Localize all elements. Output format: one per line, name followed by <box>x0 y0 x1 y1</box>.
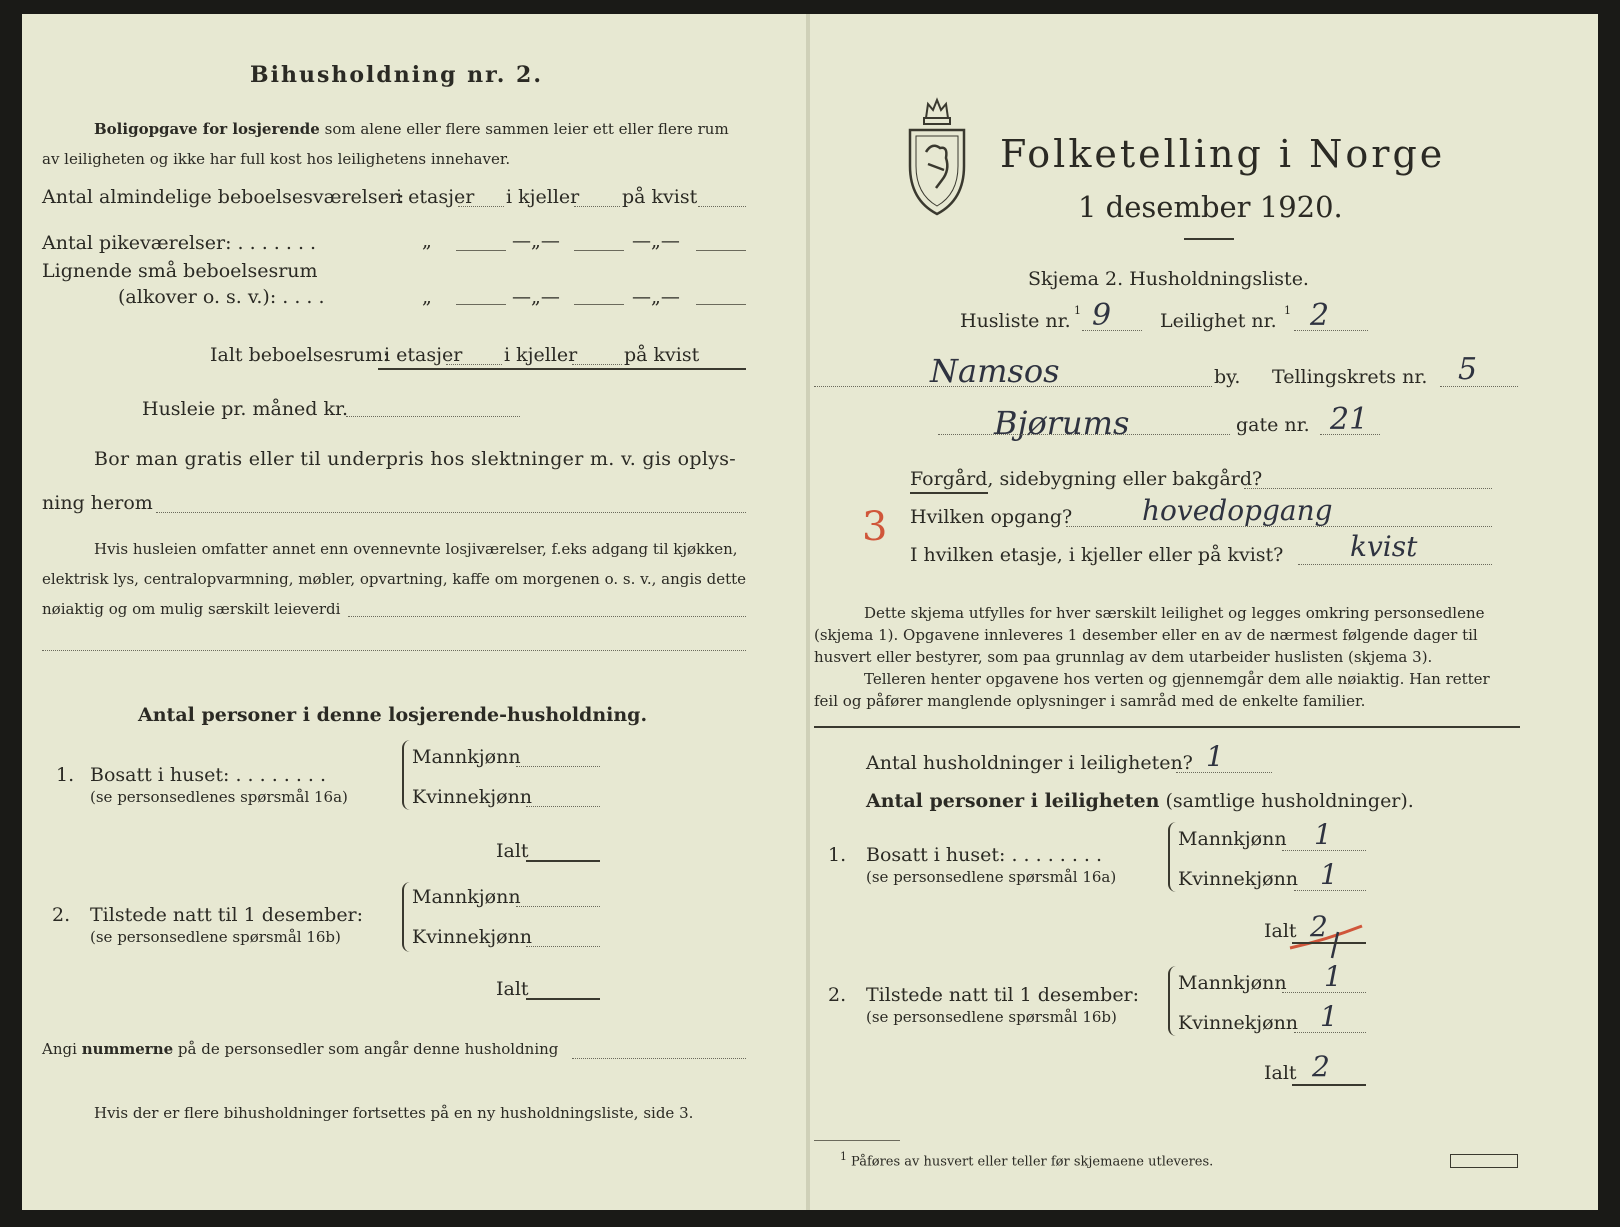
maid-kvist-field[interactable] <box>696 250 746 251</box>
r-q1-brace <box>1168 822 1176 892</box>
r-q1-ialt-value: 2 <box>1310 910 1328 943</box>
r-q1-label: Bosatt i huset: . . . . . . . . <box>866 844 1103 866</box>
q2-sub: (se personsedlene spørsmål 16b) <box>90 928 341 946</box>
rooms-etasjer: i etasjer <box>396 186 475 208</box>
small-dash2: —„— <box>632 286 680 308</box>
husholdninger-field[interactable] <box>1176 772 1272 773</box>
etasje-field[interactable] <box>1298 564 1492 565</box>
info-line1: Dette skjema utfylles for hver særskilt leilighet og legges omkring personsedlene <box>864 604 1485 622</box>
q1-kvinne-field[interactable] <box>526 806 600 807</box>
husliste-field[interactable] <box>1082 330 1142 331</box>
small-rooms-label2: (alkover o. s. v.): . . . . <box>118 286 325 308</box>
q1-ialt-label: Ialt <box>496 840 529 862</box>
small-dash1: —„— <box>512 286 560 308</box>
extra-field[interactable] <box>348 616 746 617</box>
by-label: by. <box>1214 366 1241 388</box>
extra-field-2[interactable] <box>42 650 746 651</box>
total-etasjer-field[interactable] <box>446 364 502 365</box>
total-etasjer: i etasjer <box>384 344 463 366</box>
r-q2-number: 2. <box>828 984 847 1006</box>
leilighet-label: Leilighet nr. <box>1160 310 1277 332</box>
r-q1-number: 1. <box>828 844 847 866</box>
left-footer: Hvis der er flere bihusholdninger fortsettes på en ny husholdningsliste, side 3. <box>94 1104 694 1122</box>
leilighet-footnote-mark: 1 <box>1284 304 1291 317</box>
r-q2-kvinne-label: Kvinnekjønn <box>1178 1012 1299 1034</box>
r-q1-kvinne-value: 1 <box>1320 858 1338 891</box>
rooms-kvist-field[interactable] <box>698 206 746 207</box>
persons-heading: Antal personer i leiligheten (samtlige husholdninger). <box>866 790 1414 812</box>
r-q1-ialt-label: Ialt <box>1264 920 1297 942</box>
gate-label: gate nr. <box>1236 414 1310 436</box>
krets-value: 5 <box>1458 352 1478 387</box>
r-q2-sub: (se personsedlene spørsmål 16b) <box>866 1008 1117 1026</box>
extra-line1: Hvis husleien omfatter annet enn ovennevnte losjiværelser, f.eks adgang til kjøkken, <box>94 540 738 558</box>
q1-label: Bosatt i huset: . . . . . . . . <box>90 764 327 786</box>
r-q2-mann-value: 1 <box>1324 960 1342 993</box>
persons-title: Antal personer i denne losjerende-husholdning. <box>138 704 648 726</box>
r-q2-brace <box>1168 966 1176 1036</box>
r-q2-mann-label: Mannkjønn <box>1178 972 1287 994</box>
small-comma: „ <box>422 286 432 308</box>
etasje-label: I hvilken etasje, i kjeller eller på kvist? <box>910 544 1284 566</box>
coat-of-arms-icon <box>906 96 968 218</box>
rooms-label: Antal almindelige beboelsesværelser: <box>42 186 405 208</box>
q2-mann-field[interactable] <box>516 906 600 907</box>
opgang-label: Hvilken opgang? <box>910 506 1073 528</box>
r-q2-kvinne-field[interactable] <box>1294 1032 1366 1033</box>
maid-etasjer-field[interactable] <box>456 250 506 251</box>
leilighet-value: 2 <box>1310 298 1330 333</box>
q2-kvinne-label: Kvinnekjønn <box>412 926 533 948</box>
r-q2-ialt-field[interactable] <box>1292 1084 1366 1086</box>
maid-dash1: —„— <box>512 230 560 252</box>
printer-stamp-icon <box>1450 1154 1518 1168</box>
section-rule <box>814 726 1520 728</box>
r-q2-ialt-value: 2 <box>1312 1050 1330 1083</box>
gratis-line2: ning herom <box>42 492 153 514</box>
maid-dash2: —„— <box>632 230 680 252</box>
q2-kvinne-field[interactable] <box>526 946 600 947</box>
gate-value: 21 <box>1330 402 1369 437</box>
q1-mann-label: Mannkjønn <box>412 746 521 768</box>
intro-line1: Boligopgave for losjerende som alene eller flere sammen leier ett eller flere rum <box>94 120 729 138</box>
leilighet-field[interactable] <box>1294 330 1368 331</box>
small-rooms-label1: Lignende små beboelsesrum <box>42 260 318 282</box>
city-value: Namsos <box>930 352 1060 390</box>
gate-field[interactable] <box>1320 434 1380 435</box>
street-field[interactable] <box>938 434 1230 435</box>
forgaard-underline <box>910 492 988 494</box>
r-q1-kvinne-field[interactable] <box>1294 890 1366 891</box>
husholdninger-value: 1 <box>1206 740 1224 773</box>
info-line3: husvert eller bestyrer, som paa grunnlag av dem utarbeider huslisten (skjema 3). <box>814 648 1433 666</box>
gratis-field[interactable] <box>156 512 746 513</box>
forgaard-label: Forgård, sidebygning eller bakgård? <box>910 468 1263 490</box>
q1-number: 1. <box>56 764 75 786</box>
small-kjeller-field[interactable] <box>574 304 624 305</box>
q2-ialt-label: Ialt <box>496 978 529 1000</box>
r-q1-mann-field[interactable] <box>1282 850 1366 851</box>
etasje-value: kvist <box>1350 530 1418 563</box>
info-line2: (skjema 1). Opgavene innleveres 1 desember eller en av de nærmest følgende dager til <box>814 626 1478 644</box>
husliste-label: Husliste nr. <box>960 310 1071 332</box>
r-q2-kvinne-value: 1 <box>1320 1000 1338 1033</box>
margin-mark: 3 <box>862 504 888 550</box>
r-q1-kvinne-label: Kvinnekjønn <box>1178 868 1299 890</box>
census-title: Folketelling i Norge <box>1000 132 1446 176</box>
rooms-kjeller-field[interactable] <box>574 206 620 207</box>
krets-field[interactable] <box>1440 386 1518 387</box>
city-field[interactable] <box>814 386 1212 387</box>
bihusholdning-title: Bihusholdning nr. 2. <box>250 62 543 88</box>
gratis-line1: Bor man gratis eller til underpris hos slektninger m. v. gis oplys- <box>94 448 737 470</box>
angi-field[interactable] <box>572 1058 746 1059</box>
total-kjeller-field[interactable] <box>572 364 622 365</box>
krets-label: Tellingskrets nr. <box>1272 366 1428 388</box>
r-q1-ialt-correction-icon <box>1286 918 1366 962</box>
r-q1-sub: (se personsedlene spørsmål 16a) <box>866 868 1117 886</box>
rooms-kjeller: i kjeller <box>506 186 580 208</box>
maid-kjeller-field[interactable] <box>574 250 624 251</box>
footnote: $^1$ Påføres av husvert eller teller før skjemaene utleveres. <box>840 1150 1214 1170</box>
q1-ialt-field[interactable] <box>526 860 600 862</box>
opgang-field[interactable] <box>1066 526 1492 527</box>
small-etasjer-field[interactable] <box>456 304 506 305</box>
left-page <box>22 14 806 1210</box>
schema-label: Skjema 2. Husholdningsliste. <box>1028 268 1309 290</box>
husliste-value: 9 <box>1092 298 1112 333</box>
q2-ialt-field[interactable] <box>526 998 600 1000</box>
maid-comma: „ <box>422 230 432 252</box>
husholdninger-label: Antal husholdninger i leiligheten? <box>866 752 1193 774</box>
small-kvist-field[interactable] <box>696 304 746 305</box>
right-page <box>810 14 1598 1210</box>
info-line4: Telleren henter opgavene hos verten og gjennemgår dem alle nøiaktig. Han retter <box>864 670 1490 688</box>
q2-number: 2. <box>52 904 71 926</box>
rent-label: Husleie pr. måned kr. <box>142 398 349 420</box>
total-kvist: på kvist <box>624 344 700 366</box>
q1-mann-field[interactable] <box>516 766 600 767</box>
r-q1-mann-value: 1 <box>1314 818 1332 851</box>
street-value: Bjørums <box>994 404 1130 442</box>
q1-sub: (se personsedlenes spørsmål 16a) <box>90 788 348 806</box>
intro-line2: av leiligheten og ikke har full kost hos leilighetens innehaver. <box>42 150 511 168</box>
census-date: 1 desember 1920. <box>1078 190 1343 224</box>
title-rule <box>1184 238 1234 240</box>
angi-line: Angi nummerne på de personsedler som angår denne husholdning <box>42 1040 559 1058</box>
extra-line2: elektrisk lys, centralopvarmning, møbler, opvartning, kaffe om morgenen o. s. v., angis dette <box>42 570 747 588</box>
total-kjeller: i kjeller <box>504 344 578 366</box>
r-q2-ialt-label: Ialt <box>1264 1062 1297 1084</box>
q2-brace <box>402 882 410 952</box>
q2-mann-label: Mannkjønn <box>412 886 521 908</box>
rooms-kvist: på kvist <box>622 186 698 208</box>
extra-line3: nøiaktig og om mulig særskilt leieverdi <box>42 600 341 618</box>
r-q1-mann-label: Mannkjønn <box>1178 828 1287 850</box>
q1-brace <box>402 740 410 810</box>
info-line5: feil og påfører manglende oplysninger i samråd med de enkelte familier. <box>814 692 1366 710</box>
footnote-rule <box>814 1140 900 1141</box>
r-q2-mann-field[interactable] <box>1282 992 1366 993</box>
rooms-etasjer-field[interactable] <box>458 206 504 207</box>
rent-field[interactable] <box>346 416 520 417</box>
opgang-value: hovedopgang <box>1142 494 1333 527</box>
forgaard-field[interactable] <box>1244 488 1492 489</box>
husliste-footnote-mark: 1 <box>1074 304 1081 317</box>
q2-label: Tilstede natt til 1 desember: <box>90 904 364 926</box>
total-label: Ialt beboelsesrum: <box>210 344 390 366</box>
maid-label: Antal pikeværelser: . . . . . . . <box>42 232 317 254</box>
q1-kvinne-label: Kvinnekjønn <box>412 786 533 808</box>
r-q1-ialt-field[interactable] <box>1292 942 1366 944</box>
r-q2-label: Tilstede natt til 1 desember: <box>866 984 1140 1006</box>
total-underline <box>378 368 746 370</box>
